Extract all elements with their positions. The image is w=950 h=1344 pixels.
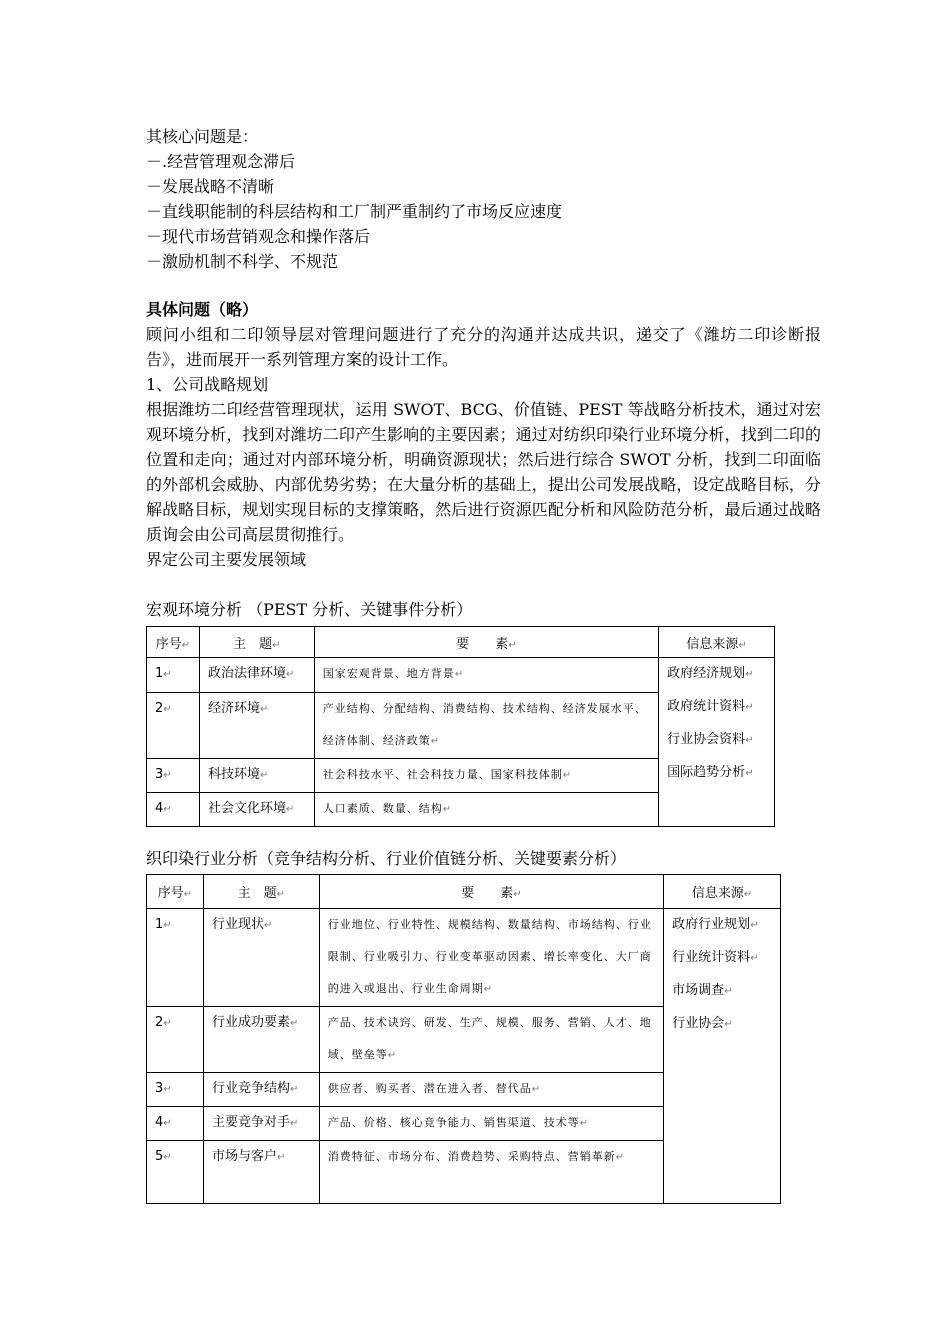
industry-table: [146, 874, 781, 1204]
header-source: 信息来源↵: [659, 627, 775, 658]
source-item: 政府统计资料↵: [667, 699, 754, 714]
table-cell-topic: 经济环境↵: [199, 693, 314, 759]
table-cell-no: 2↵: [147, 1007, 204, 1073]
source-cell: [664, 909, 781, 1204]
table-cell-no: 3↵: [147, 759, 200, 793]
table-cell-no: 3↵: [147, 1073, 204, 1107]
macro-caption: 宏观环境分析 （PEST 分析、关键事件分析）: [146, 600, 473, 619]
source-item: 市场调查↵: [672, 983, 733, 998]
strategy-paragraph: 根据潍坊二印经营管理现状，运用 SWOT、BCG、价值链、PEST 等战略分析技术，通过对宏观环境分析，找到对潍坊二印产生影响的主要因素；通过对纺织印染行业环境分析，找到二印的位置和走向；通过对内部环境分析，明确资源现状；然后进行综合 SWOT 分析，找到二印面临的外部机会威胁、内部优势劣势；在大量分析的基础上，提出公司发展战略，设定战略目标，分解战略目标，规划实现目标的支撑策略，然后进行资源匹配分析和风险防范分析，最后通过战略质询会由公司高层贯彻推行。: [146, 400, 821, 544]
table-cell-elements: 产业结构、分配结构、消费结构、技术结构、经济发展水平、经济体制、经济政策↵: [314, 693, 658, 759]
table-cell-topic: 政治法律环境↵: [199, 658, 314, 693]
issue-item: －现代市场营销观念和操作落后: [146, 227, 371, 246]
table-cell-no: 5↵: [147, 1141, 204, 1204]
header-elements: 要 素↵: [319, 875, 663, 909]
table-cell-topic: 主要竞争对手↵: [203, 1107, 319, 1141]
table-cell-no: 4↵: [147, 793, 200, 827]
header-source: 信息来源↵: [664, 875, 781, 909]
table-cell-topic: 行业竞争结构↵: [203, 1073, 319, 1107]
issue-item: －直线职能制的科层结构和工厂制严重制约了市场反应速度: [146, 202, 563, 221]
document-body: [146, 124, 826, 572]
table-cell-topic: 科技环境↵: [199, 759, 314, 793]
table-cell-elements: 行业地位、行业特性、规模结构、数量结构、市场结构、行业限制、行业吸引力、行业变革驱动因素、增长率变化、大厂商的进入或退出、行业生命周期↵: [319, 909, 663, 1007]
table-cell-elements: 国家宏观背景、地方背景↵: [314, 658, 658, 693]
source-item: 政府经济规划↵: [667, 666, 754, 681]
table-cell-elements: 产品、技术诀窍、研发、生产、规模、服务、营销、人才、地域、壁垒等↵: [319, 1007, 663, 1073]
header-topic: 主 题↵: [203, 875, 319, 909]
table-cell-elements: 社会科技水平、社会科技力量、国家科技体制↵: [314, 759, 658, 793]
table-cell-topic: 行业现状↵: [203, 909, 319, 1007]
table-cell-topic: 行业成功要素↵: [203, 1007, 319, 1073]
specific-paragraph: 顾问小组和二印领导层对管理问题进行了充分的沟通并达成共识，递交了《潍坊二印诊断报告》，进而展开一系列管理方案的设计工作。: [146, 325, 821, 369]
issue-item: －激励机制不科学、不规范: [146, 252, 339, 271]
industry-caption: 织印染行业分析（竞争结构分析、行业价值链分析、关键要素分析）: [146, 849, 627, 868]
issue-item: －发展战略不清晰: [146, 177, 275, 196]
table-cell-elements: 人口素质、数量、结构↵: [314, 793, 658, 827]
table-cell-topic: 社会文化环境↵: [199, 793, 314, 827]
source-item: 行业协会资料↵: [667, 732, 754, 747]
header-topic: 主 题↵: [199, 627, 314, 658]
header-no: 序号↵: [147, 875, 204, 909]
table-cell-elements: 消费特征、市场分布、消费趋势、采购特点、营销革新↵: [319, 1141, 663, 1204]
table-cell-no: 4↵: [147, 1107, 204, 1141]
intro-heading: 其核心问题是：: [146, 127, 259, 146]
table-cell-elements: 供应者、购买者、潜在进入者、替代品↵: [319, 1073, 663, 1107]
table-cell-no: 1↵: [147, 658, 200, 693]
issue-item: －.经营管理观念滞后: [146, 152, 296, 171]
specific-title: 具体问题（略）: [146, 300, 259, 319]
table-cell-no: 2↵: [147, 693, 200, 759]
section-heading: 1、公司战略规划: [146, 375, 269, 394]
source-item: 行业统计资料↵: [672, 950, 759, 965]
source-item: 政府行业规划↵: [672, 917, 759, 932]
source-item: 行业协会↵: [672, 1016, 733, 1031]
header-no: 序号↵: [147, 627, 200, 658]
macro-table: [146, 626, 775, 827]
table-cell-elements: 产品、价格、核心竞争能力、销售渠道、技术等↵: [319, 1107, 663, 1141]
source-cell: [659, 658, 775, 827]
source-item: 国际趋势分析↵: [667, 765, 754, 780]
header-elements: 要 素↵: [314, 627, 658, 658]
table-cell-topic: 市场与客户↵: [203, 1141, 319, 1204]
table-cell-no: 1↵: [147, 909, 204, 1007]
define-line: 界定公司主要发展领域: [146, 550, 307, 569]
